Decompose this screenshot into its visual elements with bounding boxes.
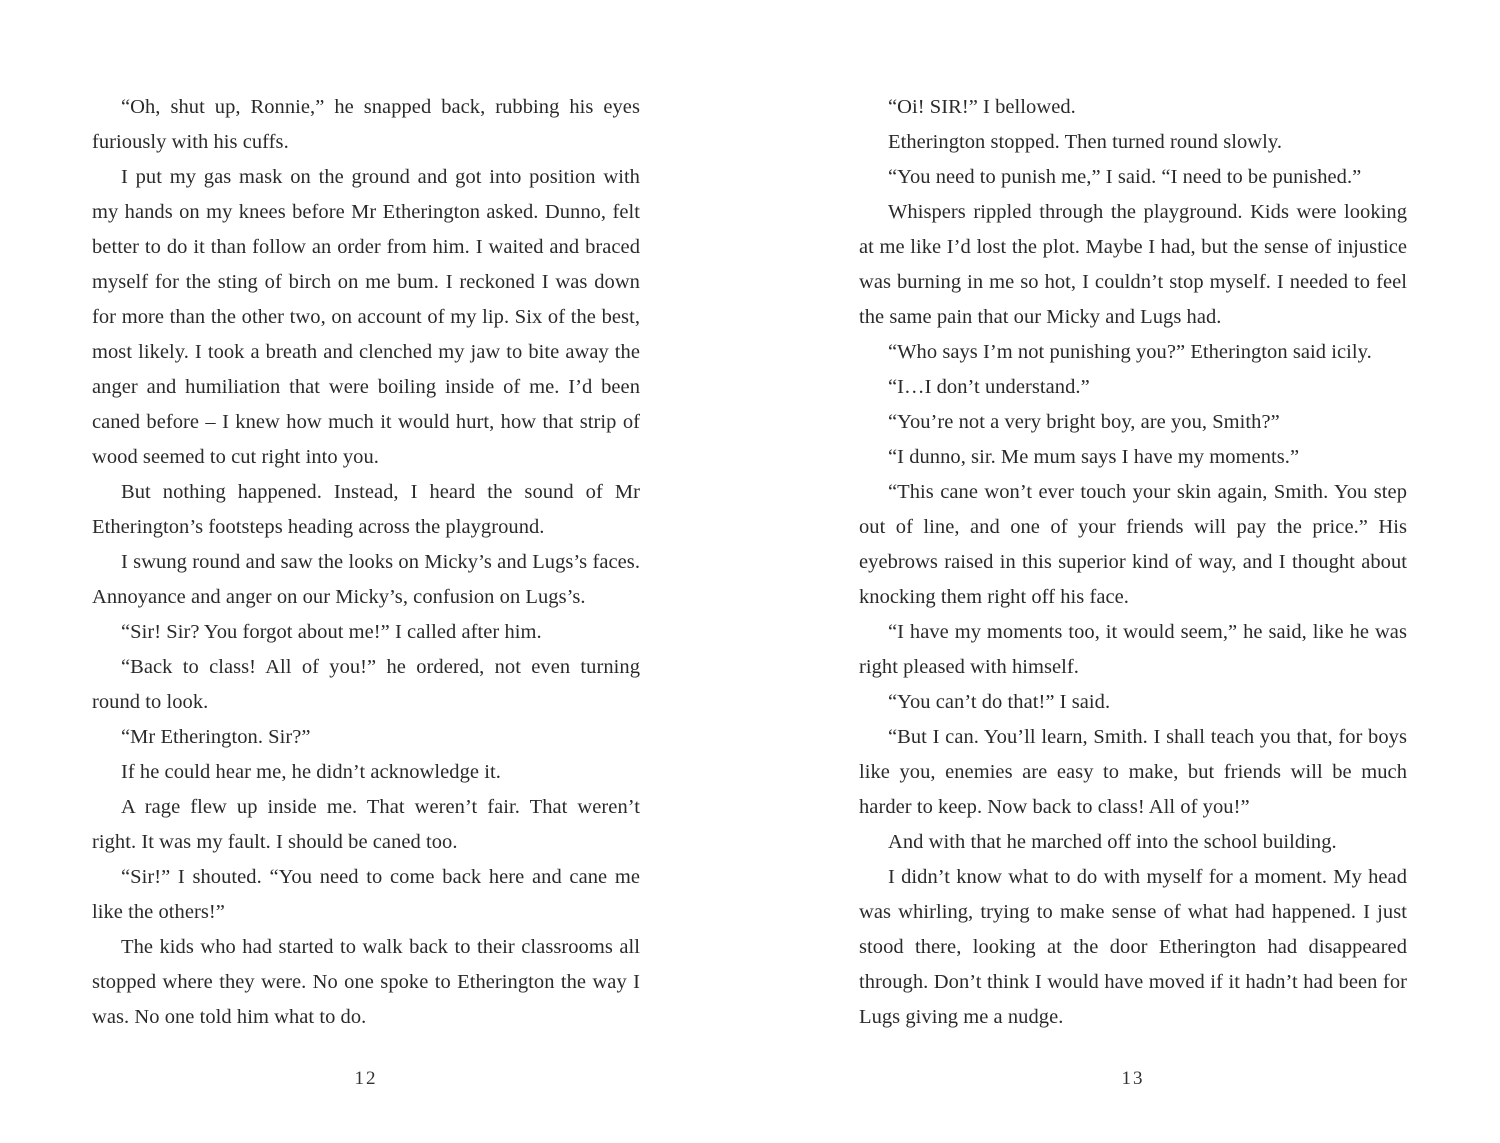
paragraph: “But I can. You’ll learn, Smith. I shall teach you that, for boys like you, enemies are easy to make, but friends will be much harder to keep. Now back to class! All of you!” xyxy=(859,726,1407,818)
paragraph: Etherington stopped. Then turned round slowly. xyxy=(888,131,1283,153)
paragraph: I didn’t know what to do with myself for a moment. My head was whirling, trying to make sense of what had happened. I just stood there, looking at the door Etherington had disappeared through. Don’t think I would have moved if it hadn’t had been for Lugs giving me a nudge. xyxy=(859,866,1407,1028)
paragraph: “You need to punish me,” I said. “I need to be punished.” xyxy=(888,166,1362,188)
paragraph: “Sir! Sir? You forgot about me!” I called after him. xyxy=(121,621,542,643)
page-number-right: 13 xyxy=(1121,1068,1145,1089)
paragraph: “Oi! SIR!” I bellowed. xyxy=(888,96,1076,118)
paragraph: “This cane won’t ever touch your skin again, Smith. You step out of line, and one of your friends will pay the price.” His eyebrows raised in this superior kind of way, and I thought about knocking them right off his face. xyxy=(859,481,1407,608)
paragraph: If he could hear me, he didn’t acknowledge it. xyxy=(121,761,501,783)
paragraph: “Mr Etherington. Sir?” xyxy=(121,726,311,748)
paragraph: “Back to class! All of you!” he ordered, not even turning round to look. xyxy=(92,656,640,713)
paragraph: “I have my moments too, it would seem,” he said, like he was right pleased with himself. xyxy=(859,621,1407,678)
paragraph: “Sir!” I shouted. “You need to come back here and cane me like the others!” xyxy=(92,866,640,923)
paragraph: “You can’t do that!” I said. xyxy=(888,691,1111,713)
paragraph: Whispers rippled through the playground. Kids were looking at me like I’d lost the plot. Maybe I had, but the sense of injustice was burning in me so hot, I couldn’t stop myself. I needed to feel the same pain that our Micky and Lugs had. xyxy=(859,201,1407,328)
paragraph: “Oh, shut up, Ronnie,” he snapped back, rubbing his eyes furiously with his cuffs. xyxy=(92,96,640,153)
paragraph: “Who says I’m not punishing you?” Etherington said icily. xyxy=(888,341,1372,363)
paragraph: I swung round and saw the looks on Micky’s and Lugs’s faces. Annoyance and anger on our Micky’s, confusion on Lugs’s. xyxy=(92,551,640,608)
paragraph: “You’re not a very bright boy, are you, Smith?” xyxy=(888,411,1280,433)
paragraph: “I…I don’t understand.” xyxy=(888,376,1090,398)
left-page-text xyxy=(92,90,640,1035)
paragraph: The kids who had started to walk back to their classrooms all stopped where they were. No one spoke to Etherington the way I was. No one told him what to do. xyxy=(92,936,640,1028)
right-page-text xyxy=(859,90,1407,1035)
paragraph: And with that he marched off into the school building. xyxy=(888,831,1337,853)
page-number-left: 12 xyxy=(354,1068,378,1089)
paragraph: A rage flew up inside me. That weren’t fair. That weren’t right. It was my fault. I should be caned too. xyxy=(92,796,640,853)
paragraph: I put my gas mask on the ground and got into position with my hands on my knees before Mr Etherington asked. Dunno, felt better to do it than follow an order from him. I waited and braced myself for the sting of birch on me bum. I reckoned I was down for more than the other two, on account of my lip. Six of the best, most likely. I took a breath and clenched my jaw to bite away the anger and humiliation that were boiling inside of me. I’d been caned before – I knew how much it would hurt, how that strip of wood seemed to cut right into you. xyxy=(92,166,640,468)
paragraph: “I dunno, sir. Me mum says I have my moments.” xyxy=(888,446,1300,468)
paragraph: But nothing happened. Instead, I heard the sound of Mr Etherington’s footsteps heading across the playground. xyxy=(92,481,640,538)
